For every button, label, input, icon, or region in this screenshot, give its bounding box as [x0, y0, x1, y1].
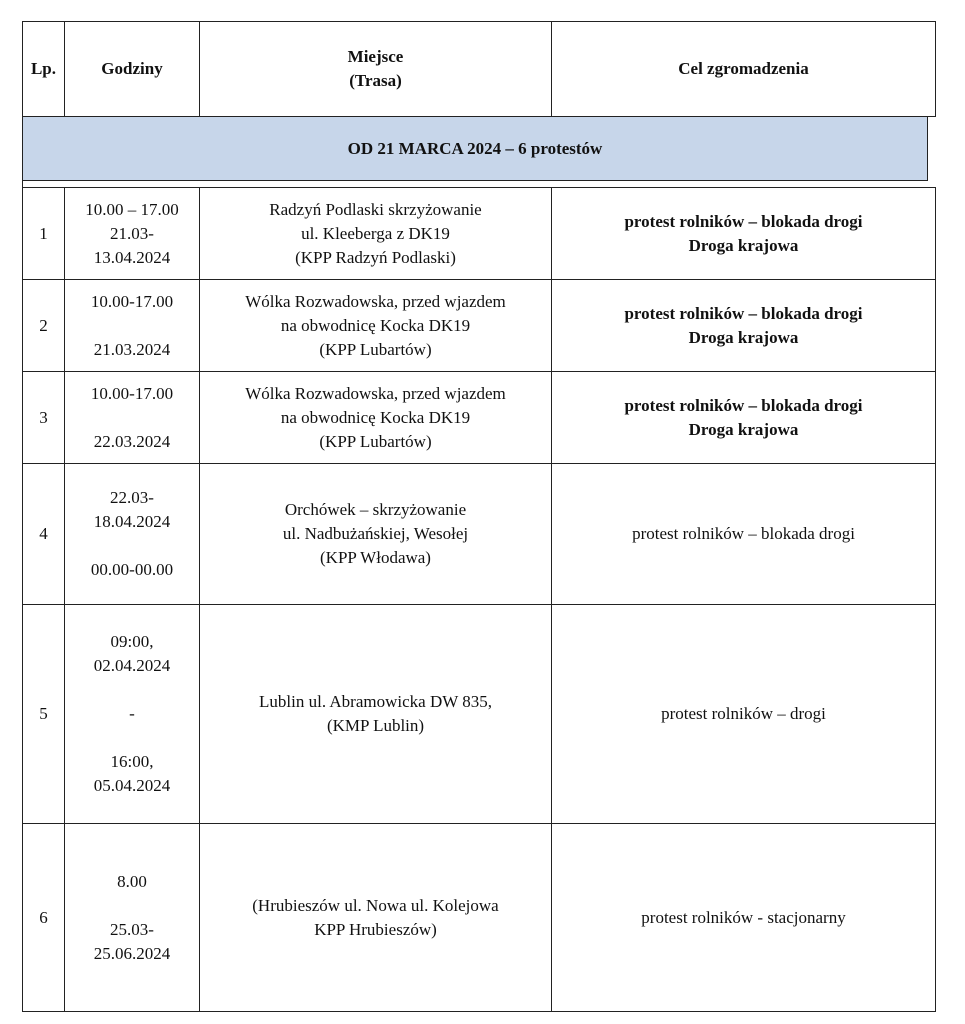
cell-godziny — [65, 824, 200, 1012]
cell-line: na obwodnicę Kocka DK19 — [280, 407, 471, 427]
header-trasa-text: (Trasa) — [349, 71, 402, 90]
cell-line: (KPP Lubartów) — [319, 339, 432, 359]
cell-line: protest rolników - stacjonarny — [641, 907, 846, 927]
cell-line: ul. Kleeberga z DK19 — [301, 223, 450, 243]
cell-godziny — [65, 464, 200, 605]
cell-line: 22.03.2024 — [93, 431, 171, 451]
cell-godziny — [65, 280, 200, 372]
cell-line: 02.04.2024 — [93, 656, 171, 675]
cell-line: protest rolników – drogi — [661, 704, 826, 723]
cell-line: protest rolników – blokada drogi — [624, 395, 863, 415]
cell-line: protest rolników – blokada drogi — [624, 211, 863, 231]
header-godziny — [65, 21, 200, 117]
cell-line: 25.06.2024 — [93, 943, 171, 963]
cell-lp — [22, 824, 65, 1012]
table-row — [22, 824, 936, 1012]
date-band — [22, 117, 928, 181]
header-godziny-text: Godziny — [101, 59, 163, 78]
cell-line: 25.03- — [110, 919, 154, 939]
cell-godziny — [65, 372, 200, 464]
table-body — [22, 187, 936, 1012]
cell-line: 13.04.2024 — [93, 247, 171, 267]
cell-cel — [552, 372, 936, 464]
cell-line: Radzyń Podlaski skrzyżowanie — [269, 199, 482, 219]
cell-cel — [552, 464, 936, 605]
row-number: 1 — [39, 223, 48, 243]
cell-cel — [552, 187, 936, 280]
cell-godziny — [65, 187, 200, 280]
table-row — [22, 464, 936, 605]
table-row — [22, 187, 936, 280]
cell-line: Lublin ul. Abramowicka DW 835, — [259, 692, 492, 711]
cell-miejsce — [200, 280, 552, 372]
cell-cel — [552, 605, 936, 824]
header-lp-text: Lp. — [30, 59, 57, 78]
date-band-text: OD 21 MARCA 2024 – 6 protestów — [347, 138, 603, 158]
cell-lp — [22, 280, 65, 372]
cell-line: (KPP Lubartów) — [319, 431, 432, 451]
cell-line: 09:00, — [110, 632, 154, 651]
table-row — [22, 605, 936, 824]
cell-lp — [22, 605, 65, 824]
table-row — [22, 372, 936, 464]
cell-cel — [552, 280, 936, 372]
row-number: 5 — [39, 704, 48, 723]
cell-line: 21.03.2024 — [93, 339, 171, 359]
header-cel-text: Cel zgromadzenia — [678, 59, 809, 78]
cell-line: 8.00 — [117, 871, 147, 891]
row-number: 4 — [39, 524, 48, 543]
row-number: 3 — [39, 407, 48, 427]
cell-miejsce — [200, 824, 552, 1012]
cell-line: 10.00-17.00 — [90, 291, 174, 311]
cell-miejsce — [200, 372, 552, 464]
cell-line: 10.00-17.00 — [90, 383, 174, 403]
cell-lp — [22, 372, 65, 464]
cell-miejsce — [200, 605, 552, 824]
cell-lp — [22, 187, 65, 280]
cell-line: KPP Hrubieszów) — [314, 919, 437, 939]
cell-line: (KMP Lublin) — [326, 716, 425, 735]
header-miejsce-text: Miejsce — [347, 47, 404, 66]
cell-line: protest rolników – blokada drogi — [632, 524, 855, 543]
cell-line: - — [129, 704, 135, 723]
cell-line: 16:00, — [110, 752, 154, 771]
header-lp — [22, 21, 65, 117]
cell-line: 21.03- — [110, 223, 154, 243]
cell-line: Wólka Rozwadowska, przed wjazdem — [245, 383, 506, 403]
cell-miejsce — [200, 464, 552, 605]
cell-line: (KPP Radzyń Podlaski) — [295, 247, 456, 267]
cell-line: 22.03- — [110, 488, 154, 507]
cell-line: 00.00-00.00 — [90, 560, 174, 579]
cell-line: (Hrubieszów ul. Nowa ul. Kolejowa — [252, 895, 499, 915]
table-header-row — [22, 21, 936, 117]
cell-line: Wólka Rozwadowska, przed wjazdem — [245, 291, 506, 311]
row-number: 2 — [39, 315, 48, 335]
cell-lp — [22, 464, 65, 605]
cell-cel — [552, 824, 936, 1012]
cell-line: 18.04.2024 — [93, 512, 171, 531]
cell-godziny — [65, 605, 200, 824]
cell-line: protest rolników – blokada drogi — [624, 303, 863, 323]
header-cel — [552, 21, 936, 117]
cell-miejsce — [200, 187, 552, 280]
table-row — [22, 280, 936, 372]
cell-line: (KPP Włodawa) — [320, 548, 431, 567]
cell-line: 05.04.2024 — [93, 776, 171, 795]
cell-line: na obwodnicę Kocka DK19 — [280, 315, 471, 335]
cell-line: Droga krajowa — [688, 419, 799, 439]
protest-table — [22, 21, 936, 1012]
cell-line: ul. Nadbużańskiej, Wesołej — [282, 524, 469, 543]
cell-line: Droga krajowa — [688, 327, 799, 347]
header-miejsce — [200, 21, 552, 117]
cell-line: Orchówek – skrzyżowanie — [284, 500, 467, 519]
cell-line: Droga krajowa — [688, 235, 799, 255]
cell-line: 10.00 – 17.00 — [85, 199, 179, 219]
row-number: 6 — [39, 907, 48, 927]
